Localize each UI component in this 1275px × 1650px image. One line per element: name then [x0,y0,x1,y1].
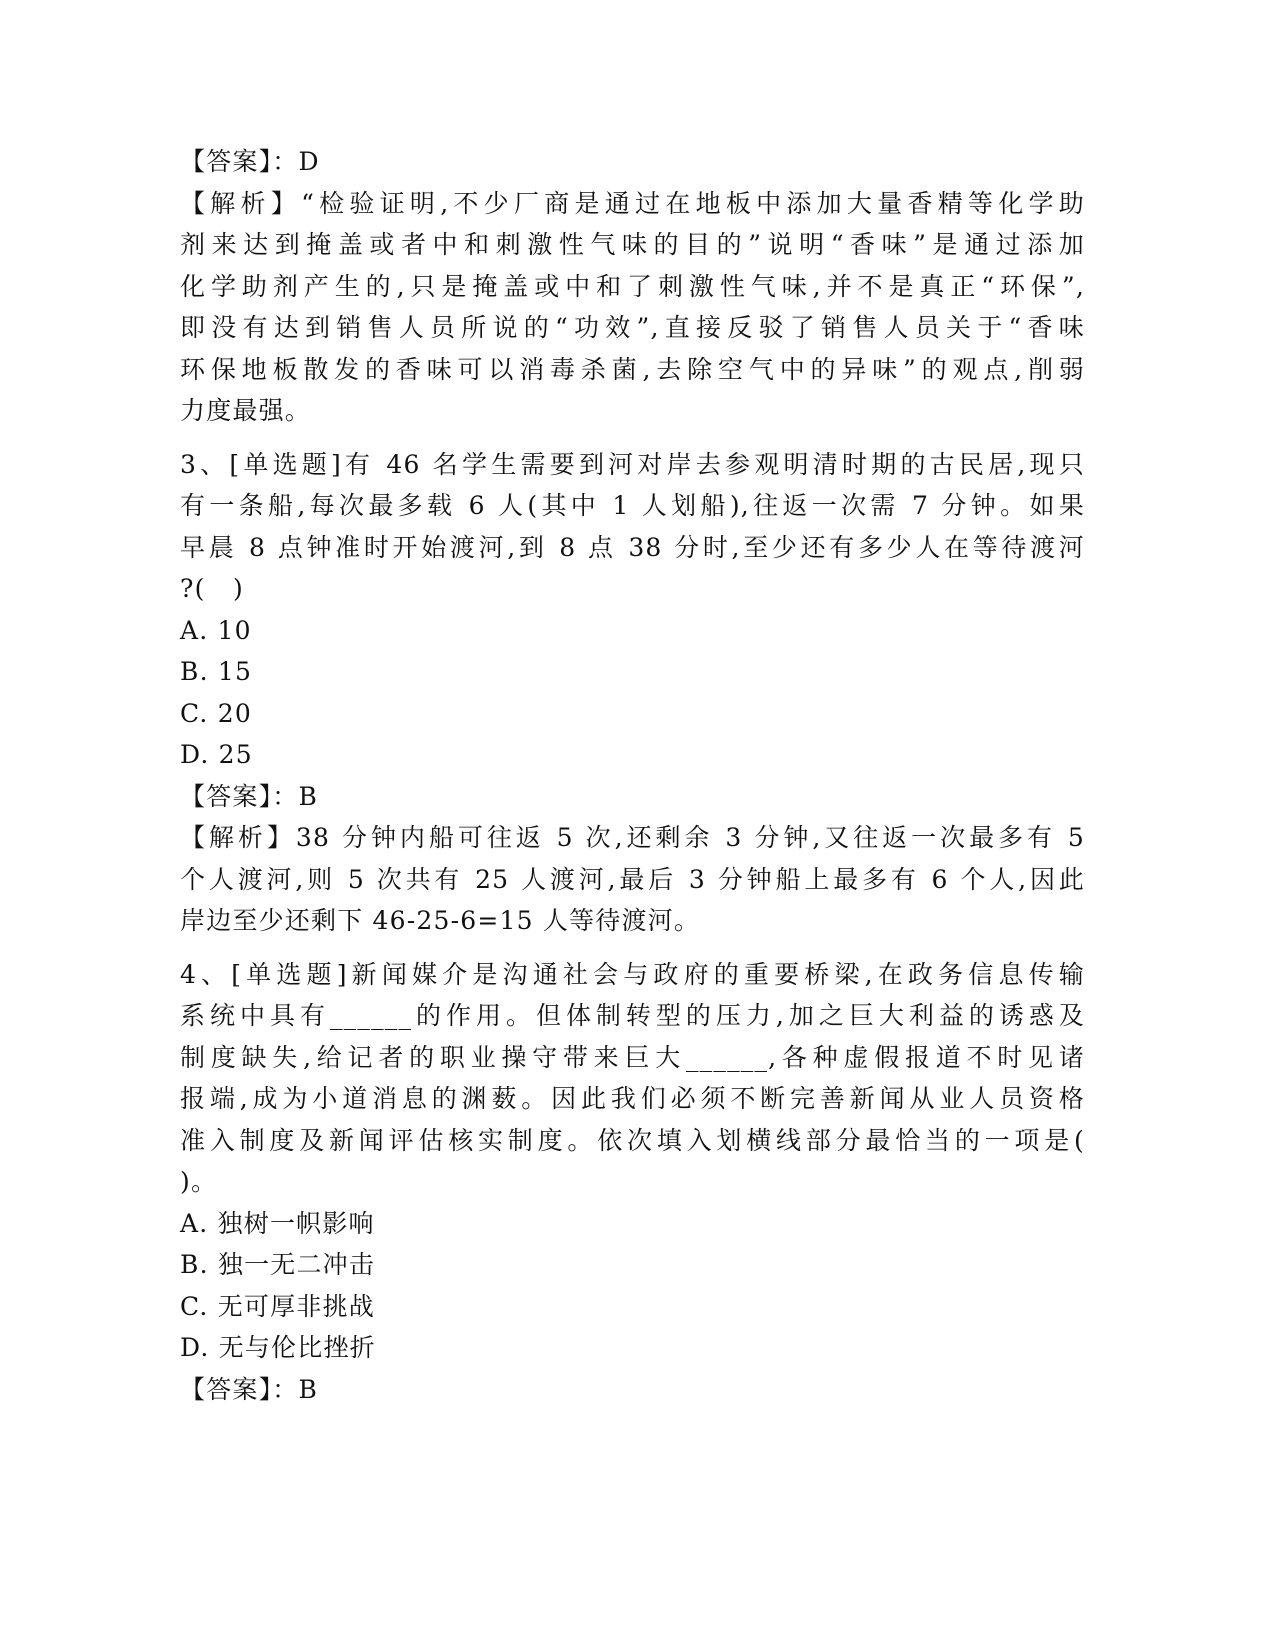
analysis-line: 剂来达到掩盖或者中和刺激性气味的目的”说明“香味”是通过添加 [180,230,1085,259]
question-stem-line: )。 [180,1167,218,1196]
option-c: C. 无可厚非挑战 [180,1291,375,1321]
analysis-line: 岸边至少还剩下 46-25-6=15 人等待渡河。 [180,906,701,935]
question-stem-line: 系统中具有______的作用。但体制转型的压力,加之巨大利益的诱惑及 [180,1001,1085,1030]
option-d: D. 无与伦比挫折 [180,1333,376,1362]
analysis-line: 【解析】38 分钟内船可往返 5 次,还剩余 3 分钟,又往返一次最多有 5 [180,823,1085,852]
answer-label: 【答案】： [180,147,299,176]
answer-value: B [298,781,319,811]
prev-question-block [180,141,1085,432]
answer-line [180,1369,1085,1411]
answer-label: 【答案】： [180,1374,299,1404]
question-stem-line: 3、[单选题]有 46 名学生需要到河对岸去参观明清时期的古民居,现只 [180,449,1085,479]
answer-value: D [298,147,320,176]
document-page [180,141,1085,1410]
analysis-line: 即没有达到销售人员所说的“功效”,直接反驳了销售人员关于“香味 [180,313,1085,342]
question-stem-line: 报端,成为小道消息的渊薮。因此我们必须不断完善新闻从业人员资格 [180,1084,1085,1113]
option-b: B. 独一无二冲击 [180,1250,376,1279]
question-stem-line: 4、[单选题]新闻媒介是沟通社会与政府的重要桥梁,在政务信息传输 [180,959,1085,989]
analysis-line: 【解析】“检验证明,不少厂商是通过在地板中添加大量香精等化学助 [180,188,1085,218]
analysis-line: 个人渡河,则 5 次共有 25 人渡河,最后 3 分钟船上最多有 6 个人,因此 [180,864,1085,894]
analysis-line: 环保地板散发的香味可以消毒杀菌,去除空气中的异味”的观点,削弱 [180,354,1085,384]
option-a: A. 独树一帜影响 [180,1208,375,1238]
question-stem-line: 准入制度及新闻评估核实制度。依次填入划横线部分最恰当的一项是( [180,1125,1085,1155]
question-stem-line: 有一条船,每次最多载 6 人(其中 1 人划船),往返一次需 7 分钟。如果 [180,491,1085,520]
question-4-block [180,954,1085,1411]
option-d: D. 25 [180,740,253,769]
answer-label: 【答案】： [180,781,299,811]
answer-value: B [298,1374,319,1404]
analysis-line: 力度最强。 [180,396,312,425]
option-a: A. 10 [180,615,252,645]
option-c: C. 20 [180,698,252,728]
answer-line [180,776,1085,818]
question-stem-line: 制度缺失,给记者的职业操守带来巨大______,各种虚假报道不时见诸 [180,1042,1085,1072]
question-stem-line: ?( ) [180,574,244,603]
analysis-line: 化学助剂产生的,只是掩盖或中和了刺激性气味,并不是真正“环保”, [180,271,1085,301]
answer-line [180,141,1085,183]
option-b: B. 15 [180,657,253,686]
question-stem-line: 早晨 8 点钟准时开始渡河,到 8 点 38 分时,至少还有多少人在等待渡河 [180,532,1085,562]
question-3-block [180,444,1085,942]
